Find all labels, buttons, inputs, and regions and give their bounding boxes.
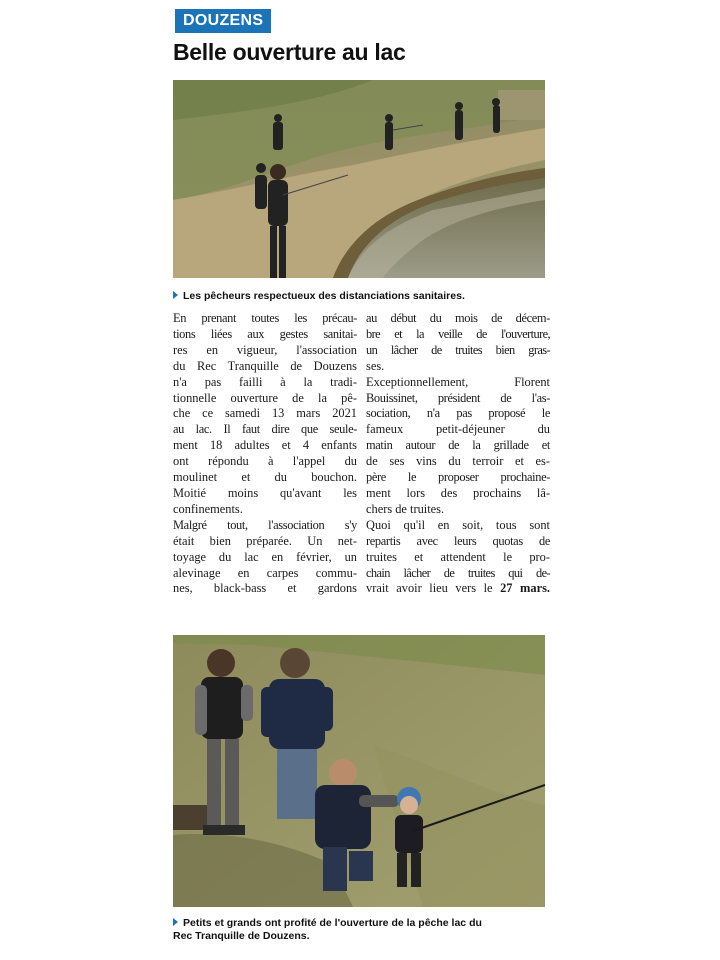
article-line: ont répondu à l'appel du [173, 454, 357, 469]
article-line: matin autour de la grillade et [366, 438, 550, 453]
article-line: tionnelle ouverture de la pê- [173, 390, 357, 405]
article-line: che ce samedi 13 mars 2021 [173, 406, 357, 421]
article-line: Bouissinet, président de l'as- [366, 390, 550, 405]
article-line: res en vigueur, l'association [173, 342, 357, 357]
article-line: repartis avec leurs quotas de [366, 533, 550, 548]
article-line: Exceptionnellement, Florent [366, 374, 550, 389]
article-line: En prenant toutes les précau- [173, 311, 357, 325]
article-headline: Belle ouverture au lac [173, 39, 406, 65]
article-line: bre et la veille de l'ouverture, [366, 326, 550, 341]
article-line: alevinage en carpes commu- [173, 565, 357, 580]
article-line: chers de truites. [366, 501, 445, 516]
lake-fishing-photo [173, 80, 545, 278]
article-line: au lac. Il faut dire que seule- [173, 422, 357, 437]
article-line: sociation, n'a pas proposé le [366, 406, 550, 421]
article-line: ment lors des prochains lâ- [366, 485, 550, 500]
article-line: un lâcher de truites bien gras- [366, 342, 550, 357]
article-column-1 [173, 311, 357, 597]
article-line: confinements. [173, 501, 243, 516]
article-line: n'a pas failli à la tradi- [173, 374, 357, 389]
article-line: au début du mois de décem- [366, 311, 550, 325]
article-line: Moitié moins qu'avant les [173, 485, 357, 500]
family-fishing-photo [173, 635, 545, 907]
section-tag: DOUZENS [175, 9, 271, 33]
article-line: du Rec Tranquille de Douzens [173, 358, 357, 373]
article-line: moulinet et du bouchon. [173, 470, 357, 485]
article-line: nes, black-bass et gardons [173, 581, 357, 596]
article-line: chain lâcher de truites qui de- [366, 565, 550, 580]
article-line: Quoi qu'il en soit, tous sont [366, 517, 550, 532]
article-line: truites et attendent le pro- [366, 549, 550, 564]
article-line-final: vrait avoir lieu vers le 27 mars. [366, 581, 550, 596]
article-line: toyage du lac en février, un [173, 549, 357, 564]
article-line: Malgré tout, l'association s'y [173, 517, 357, 532]
article-line: père le proposer prochaine- [366, 470, 550, 485]
article-column-2 [366, 311, 550, 597]
photo-caption: Petits et grands ont profité de l'ouverture de la pêche lac du Rec Tranquille de Douzens. [173, 917, 482, 942]
date-highlight: 27 mars. [500, 581, 550, 596]
article-line: fameux petit-déjeuner du [366, 422, 550, 437]
article-line: était bien préparée. Un net- [173, 533, 357, 548]
article-line: ment 18 adultes et 4 enfants [173, 438, 357, 453]
photo-caption: Les pêcheurs respectueux des distanciations sanitaires. [173, 290, 545, 303]
article-line: tions liées aux gestes sanitai- [173, 326, 357, 341]
caption-bullet-icon [173, 918, 178, 926]
article-line: de ses vins du terroir et es- [366, 454, 550, 469]
article-line: ses. [366, 358, 385, 373]
caption-bullet-icon [173, 291, 178, 299]
